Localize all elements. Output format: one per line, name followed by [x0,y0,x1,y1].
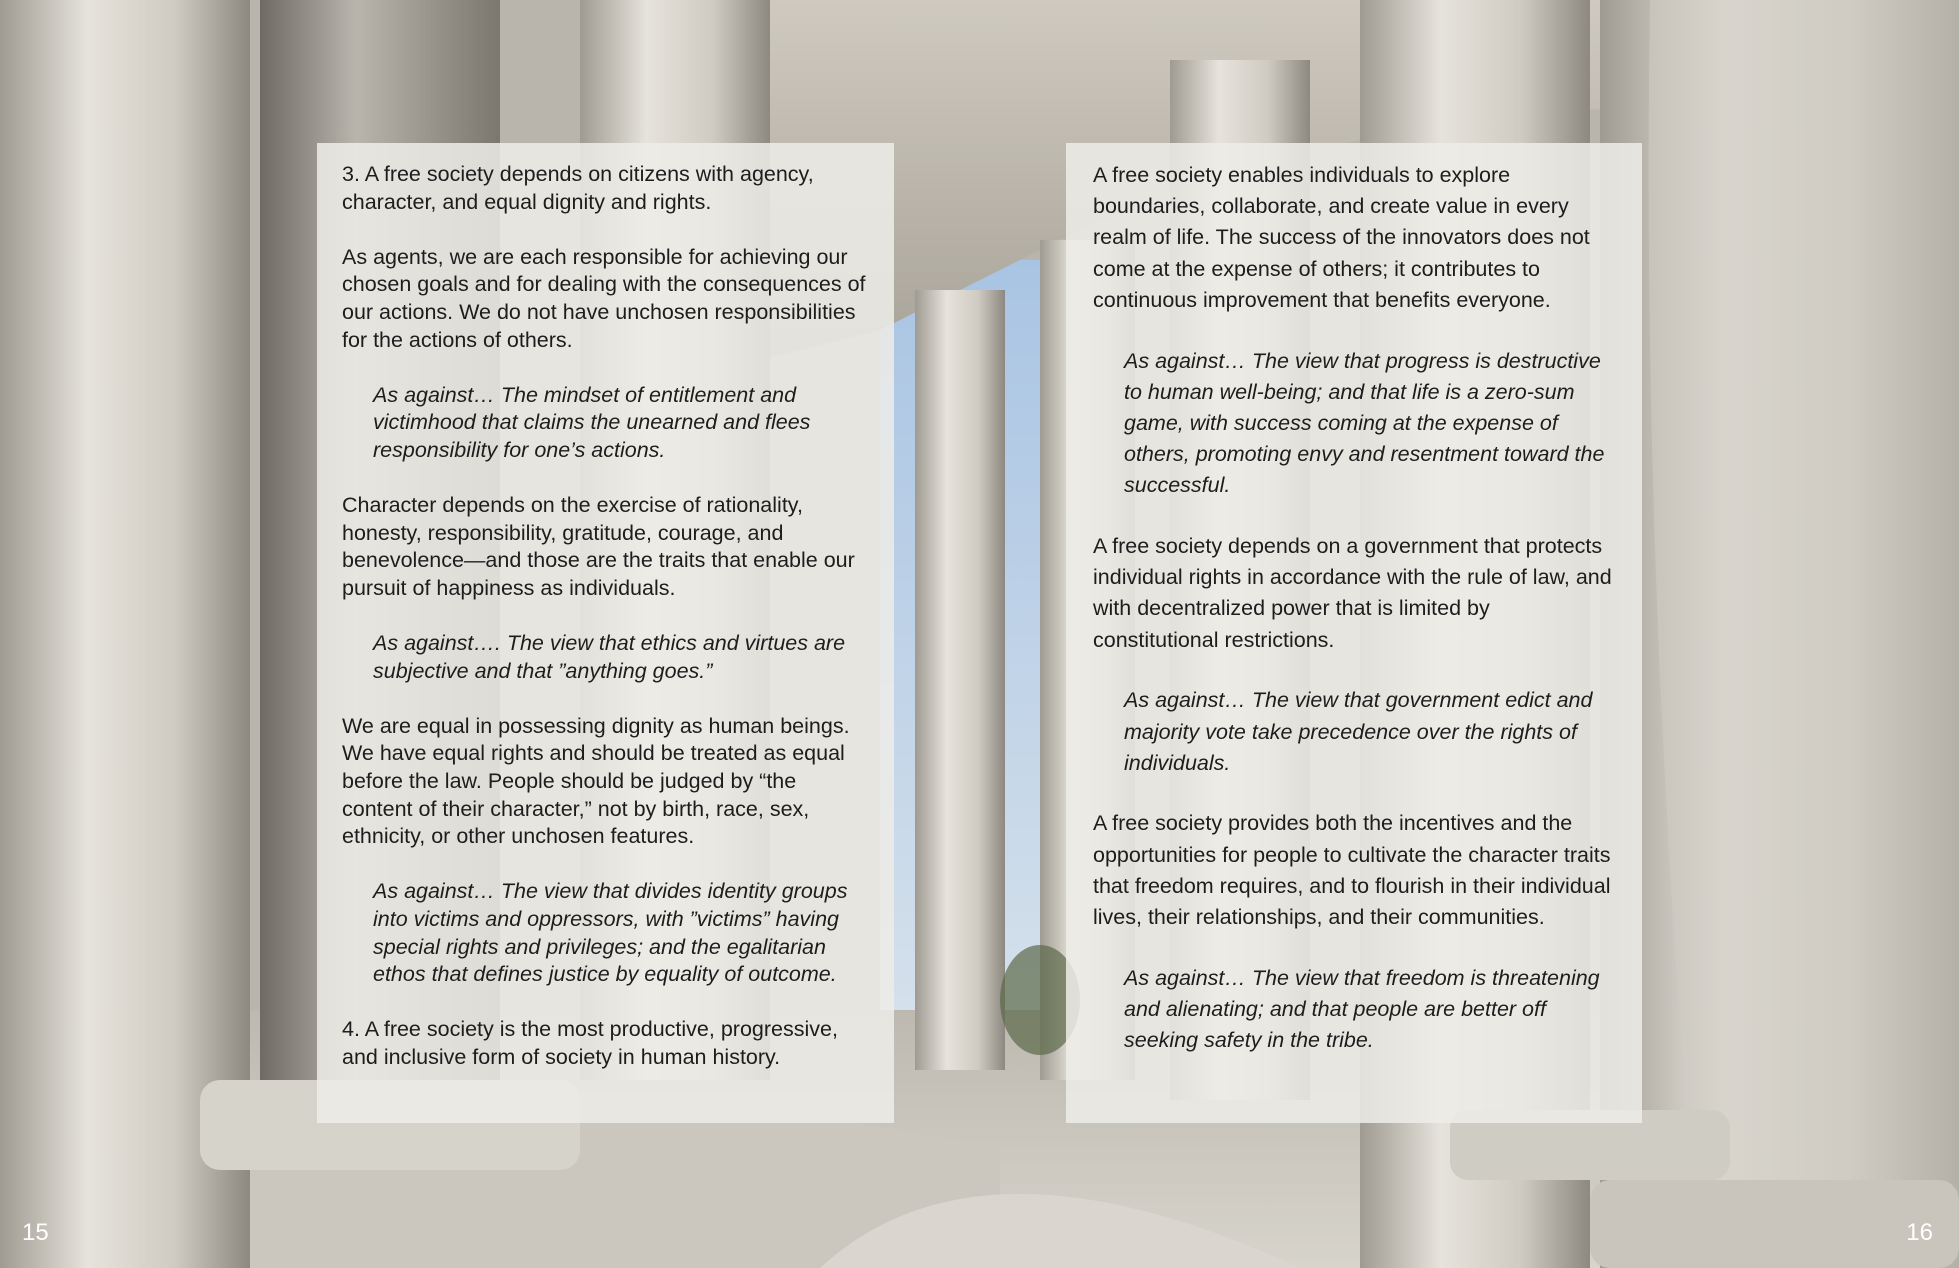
paragraph-productive-society: 4. A free society is the most productive, progressive, and inclusive form of society in human history. [342,1017,838,1069]
quote-freedom-threatening: As against… The view that freedom is threatening and alienating; and that people are better off seeking safety in the tribe. [1124,965,1600,1053]
paragraph-character: Character depends on the exercise of rationality, honesty, responsibility, gratitude, courage, and benevolence—and those are the traits that enable our pursuit of happiness as individuals. [342,493,855,600]
paragraph-explore-boundaries: A free society enables individuals to explore boundaries, collaborate, and create value in every realm of life. The success of the innovators does not come at the expense of others; it contributes to continuous improvement that benefits everyone. [1093,163,1590,312]
paragraph-equal-dignity: We are equal in possessing dignity as human beings. We have equal rights and should be treated as equal before the law. People should be judged by “the content of their character,” not by birth, race, sex, ethnicity, or other unchosen features. [342,713,850,849]
paragraph-free-society-citizens: 3. A free society depends on citizens with agency, character, and equal dignity and rights. [342,162,814,214]
right-text-panel [1066,143,1642,1123]
paragraph-incentives: A free society provides both the incentives and the opportunities for people to cultivate the character traits that freedom requires, and to flourish in their individual lives, their relationships, and their communities. [1093,811,1611,930]
quote-majority-vote: As against… The view that government edict and majority vote take precedence over the rights of individuals. [1124,688,1593,775]
quote-ethics-subjective: As against…. The view that ethics and virtues are subjective and that ”anything goes.” [373,631,846,683]
left-text-panel [317,143,894,1123]
quote-identity-groups: As against… The view that divides identity groups into victims and oppressors, with ”victims” having special rights and privileges; and the egalitarian ethos that defines justice by equality of outcome. [373,879,848,987]
paragraph-agents: As agents, we are each responsible for achieving our chosen goals and for dealing with the consequences of our actions. We do not have unchosen responsibilities for the actions of others. [342,244,866,352]
quote-progress-destructive: As against… The view that progress is destructive to human well-being; and that life is a zero-sum game, with success coming at the expense of others, promoting envy and resentment toward the successful. [1124,348,1605,498]
page-number-left: 15 [22,1219,49,1246]
page-number-right: 16 [1906,1219,1933,1246]
paragraph-government: A free society depends on a government that protects individual rights in accordance with the rule of law, and with decentralized power that is limited by constitutional restrictions. [1093,534,1612,652]
quote-entitlement: As against… The mindset of entitlement and victimhood that claims the unearned and flees responsibility for one’s actions. [373,382,811,462]
